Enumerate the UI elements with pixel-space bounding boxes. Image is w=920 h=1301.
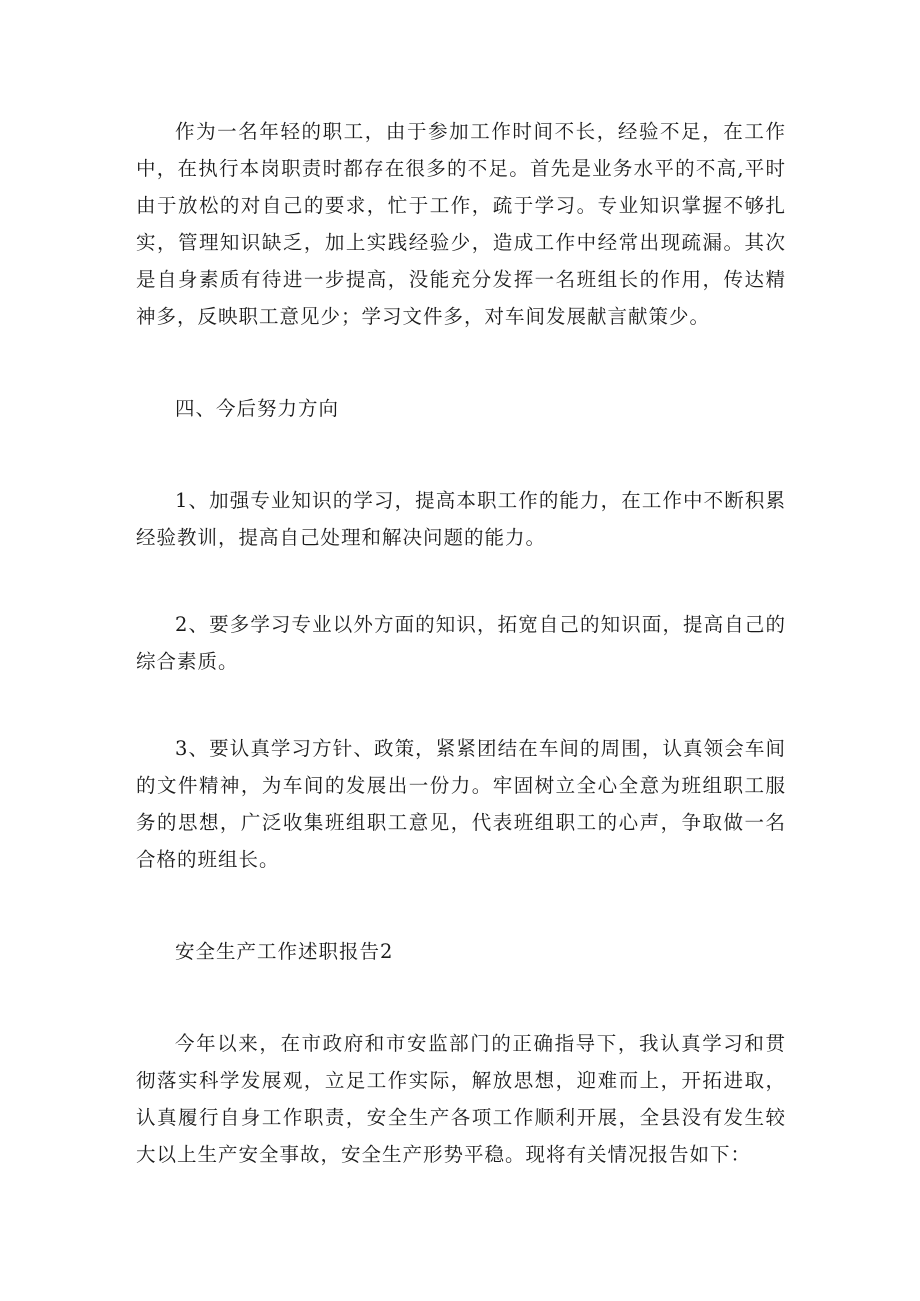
spacer [136,556,786,606]
paragraph-item-1: 1、加强专业知识的学习，提高本职工作的能力，在工作中不断积累经验教训，提高自己处理和解决问题的能力。 [136,489,786,549]
spacer [136,335,786,390]
paragraph-item-3: 3、要认真学习方针、政策，紧紧团结在车间的周围，认真领会车间的文件精神，为车间的发展出一份力。牢固树立全心全意为班组职工服务的思想，广泛收集班组职工意见，代表班组职工的心声，争取做一名合格的班组长。 [136,737,786,871]
paragraph-report-intro: 今年以来，在市政府和市安监部门的正确指导下，我认真学习和贯彻落实科学发展观，立足工作实际，解放思想，迎难而上，开拓进取，认真履行自身工作职责，安全生产各项工作顺利开展，全县没有发生较大以上生产安全事故，安全生产形势平稳。现将有关情况报告如下： [136,1032,786,1166]
spacer [136,680,786,730]
paragraph-item-2: 2、要多学习专业以外方面的知识，拓宽自己的知识面，提高自己的综合素质。 [136,613,786,673]
section-heading-future-direction: 四、今后努力方向 [175,397,340,420]
spacer [136,878,786,933]
report-title-2: 安全生产工作述职报告2 [175,940,394,963]
spacer [136,970,786,1025]
spacer [136,427,786,482]
paragraph-shortcomings: 作为一名年轻的职工，由于参加工作时间不长，经验不足，在工作中，在执行本岗职责时都存在很多的不足。首先是业务水平的不高,平时由于放松的对自己的要求，忙于工作，疏于学习。专业知识掌握不够扎实，管理知识缺乏，加上实践经验少，造成工作中经常出现疏漏。其次是自身素质有待进一步提高，没能充分发挥一名班组长的作用，传达精神多，反映职工意见少；学习文件多，对车间发展献言献策少。 [136,120,786,328]
